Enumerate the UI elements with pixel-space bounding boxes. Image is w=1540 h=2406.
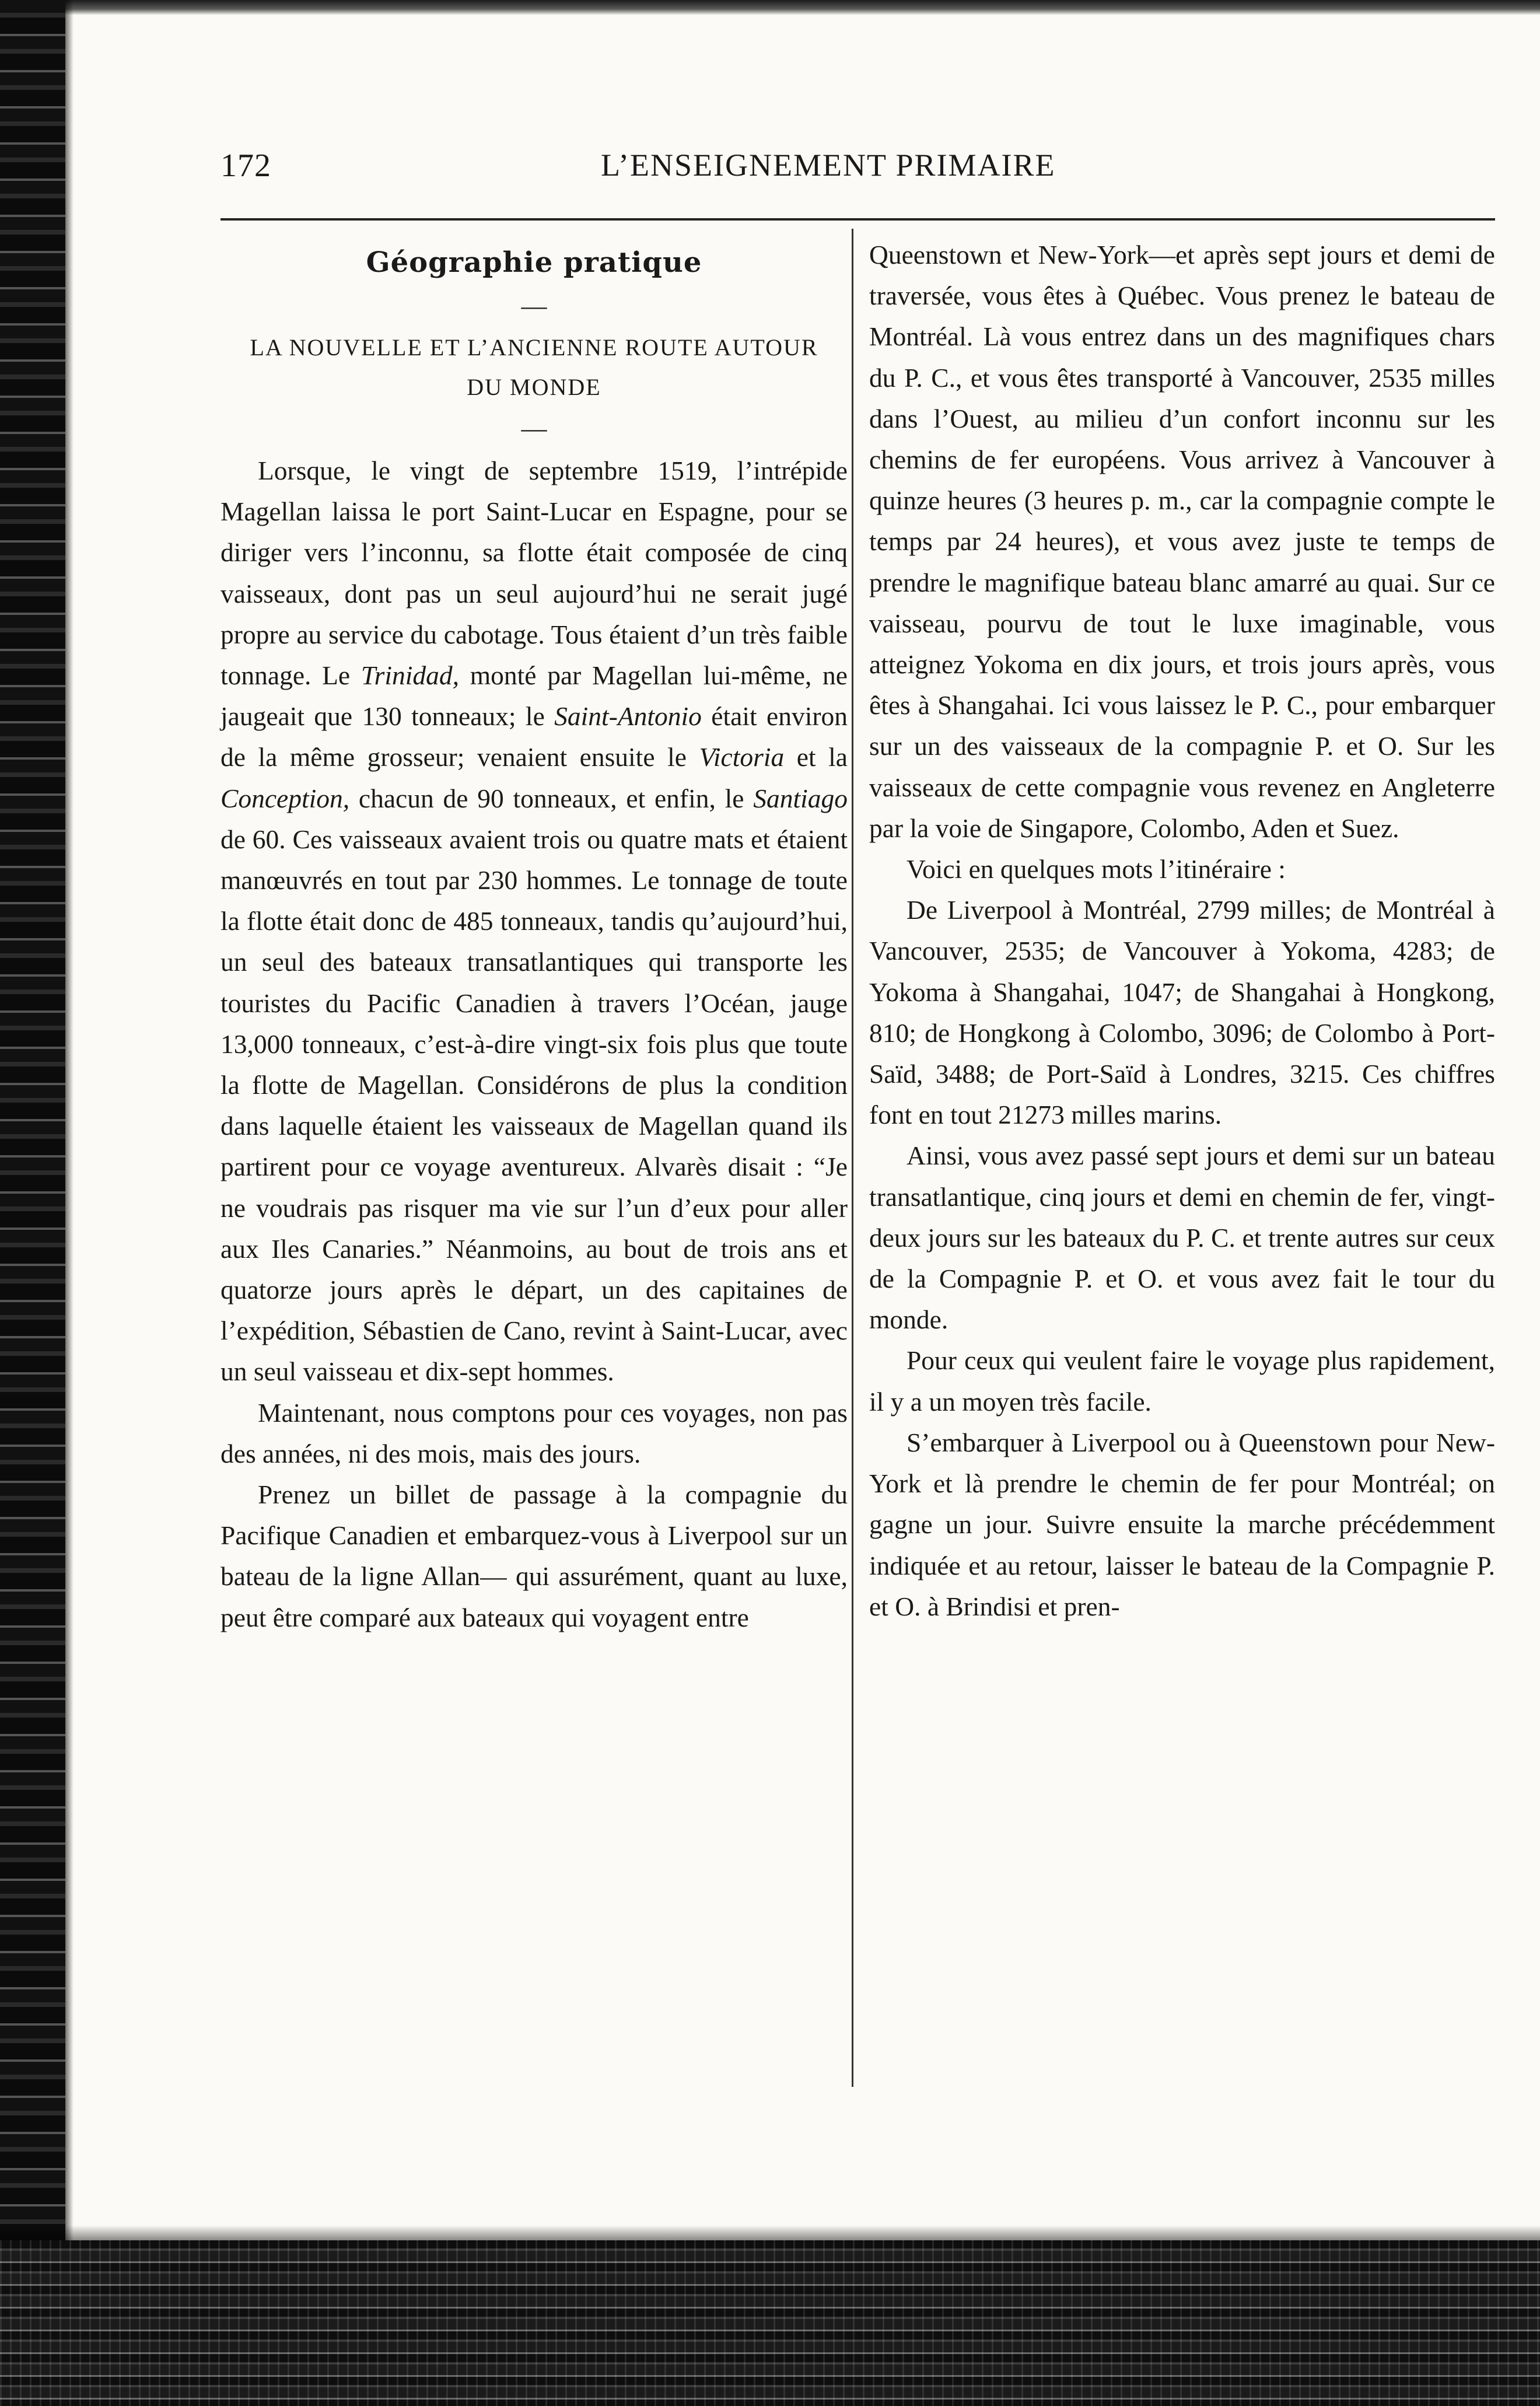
subtitle-line-2: DU MONDE (467, 374, 601, 400)
scan-bottom-edge (0, 2240, 1540, 2406)
text-run: et la (784, 742, 848, 772)
running-title: L’ENSEIGNEMENT PRIMAIRE (601, 148, 1056, 183)
subtitle-line-1: LA NOUVELLE ET L’ANCIENNE ROUTE AUTOUR (250, 334, 818, 361)
ship-name: Santiago (753, 783, 848, 813)
scan-top-edge (0, 0, 1540, 15)
ship-name: Trinidad, (360, 660, 460, 691)
text-run: était environ de la même grosseur; venaient ensuite le (220, 701, 848, 772)
text-run: chacun de 90 tonneaux, et enfin, le (349, 783, 754, 813)
scan-binding-edge (0, 0, 65, 2406)
text-run: monté par Magellan lui-même, ne jaugeait que 130 tonneaux; le (220, 660, 848, 732)
subtitle-dash: — (521, 414, 547, 443)
paragraph-queenstown: Queenstown et New-York—et après sept jours et demi de traversée, vous êtes à Québec. Vous prenez le bateau de Montréal. Là vous entrez dans un des magnifiques chars du P. C., et vous êtes transporté à Vancouver, 2535 milles dans l’Ouest, au milieu d’un confort inconnu sur les chemins de fer européens. Vous arrivez à Vancouver à quinze heures (3 heures p. m., car la compagnie compte le temps par 24 heures), et vous avez juste te temps de prendre le magnifique bateau blanc amarré au quai. Sur ce vaisseau, pourvu de tout le luxe imaginable, vous atteignez Yokoma en dix jours, et trois jours après, vous êtes à Shangahai. Ici vous laissez le P. C., pour embarquer sur un des vaisseaux de la compagnie P. et O. Sur les vaisseaux de cette compagnie vous revenez en Angleterre par la voie de Singapore, Colombo, Aden et Suez. (869, 240, 1495, 843)
paragraph-itineraire: De Liverpool à Montréal, 2799 milles; de Montréal à Vancouver, 2535; de Vancouver à Yokoma, 4283; de Yokoma à Shangahai, 1047; de Shangahai à Hongkong, 810; de Hongkong à Colombo, 3096; de Colombo à Port-Saïd, 3488; de Port-Saïd à Londres, 3215. Ces chiffres font en tout 21273 milles marins. (869, 895, 1495, 1130)
page-number: 172 (220, 148, 271, 184)
ship-name: Conception, (220, 783, 350, 813)
section-title: Géographie pratique (366, 246, 702, 279)
header-rule (220, 218, 1495, 221)
ship-name: Victoria (699, 742, 785, 772)
paragraph-sembarquer: S’embarquer à Liverpool ou à Queenstown pour New-York et là prendre le chemin de fer pour Montréal; on gagne un jour. Suivre ensuite la marche précédemment indiquée et au retour, laisser le bateau de la Compagnie P. et O. à Brindisi et pren- (869, 1427, 1495, 1621)
title-dash: — (521, 292, 547, 320)
right-column (869, 235, 1495, 1627)
paragraph-ainsi: Ainsi, vous avez passé sept jours et demi sur un bateau transatlantique, cinq jours et demi en chemin de fer, vingt-deux jours sur les bateaux du P. C. et trente autres sur ceux de la Compagnie P. et O. et vous avez fait le tour du monde. (869, 1141, 1495, 1335)
text-run: de 60. Ces vaisseaux avaient trois ou quatre mats et étaient manœuvrés en tout par 230 hommes. Le tonnage de toute la flotte était donc de 485 tonneaux, tandis qu’aujourd’hui, un seul des bateaux transatlantiques qui transporte les touristes du Pacific Canadien à travers l’Océan, jauge 13,000 tonneaux, c’est-à-dire vingt-six fois plus que toute la flotte de Magellan. Considérons de plus la condition dans laquelle étaient les vaisseaux de Magellan quand ils partirent pour ce voyage aventureux. Alvarès disait : “Je ne voudrais pas risquer ma vie sur l’un d’eux pour aller aux Iles Canaries.” Néanmoins, au bout de trois ans et quatorze jours après le départ, un des capitaines de l’expédition, Sébastien de Cano, revint à Saint-Lucar, avec un seul vaisseau et dix-sept hommes. (220, 824, 848, 1387)
ship-name: Saint-Antonio (554, 701, 702, 732)
paragraph-magellan (220, 450, 848, 1393)
text-run: Lorsque, le vingt de septembre 1519, l’intrépide Magellan laissa le port Saint-Lucar en Espagne, pour se diriger vers l’inconnu, sa flotte était composée de cinq vaisseaux, dont pas un seul aujourd’hui ne serait jugé propre au service du cabotage. Tous étaient d’un très faible tonnage. Le (220, 456, 848, 691)
paragraph-itineraire-intro: Voici en quelques mots l’itinéraire : (907, 854, 1286, 884)
paragraph-prenez: Prenez un billet de passage à la compagnie du Pacifique Canadien et embarquez-vous à Liverpool sur un bateau de la ligne Allan— qui assurément, quant au luxe, peut être comparé aux bateaux qui voyagent entre (220, 1480, 848, 1632)
paragraph-maintenant: Maintenant, nous comptons pour ces voyages, non pas des années, ni des mois, mais des jours. (220, 1397, 848, 1468)
paragraph-pour-ceux: Pour ceux qui veulent faire le voyage plus rapidement, il y a un moyen très facile. (869, 1345, 1495, 1417)
article-subtitle (220, 328, 848, 407)
column-divider (852, 229, 853, 2087)
left-column (220, 235, 848, 1638)
